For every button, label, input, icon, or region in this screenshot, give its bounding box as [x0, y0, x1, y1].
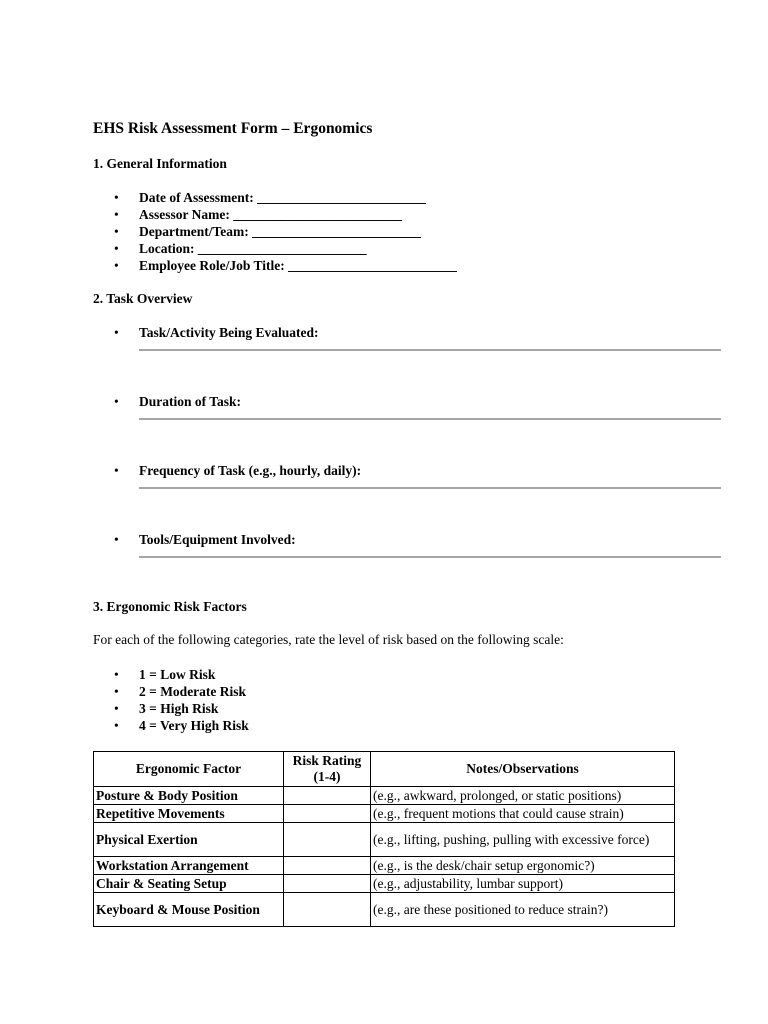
- factor-cell: Posture & Body Position: [94, 787, 284, 805]
- risk-rating-cell[interactable]: [284, 875, 371, 893]
- section-heading-ergonomic-risk-factors: 3. Ergonomic Risk Factors: [93, 599, 247, 614]
- duration-answer-line[interactable]: [139, 418, 721, 420]
- task-activity-item: [93, 324, 721, 341]
- factor-cell: Keyboard & Mouse Position: [94, 893, 284, 927]
- department-team-field[interactable]: • Department/Team: _________________________: [93, 223, 457, 240]
- notes-cell[interactable]: (e.g., frequent motions that could cause strain): [371, 805, 675, 823]
- table-row: [94, 893, 675, 927]
- frequency-answer-line[interactable]: [139, 487, 721, 489]
- scale-item: • 2 = Moderate Risk: [93, 683, 249, 700]
- assessor-name-field[interactable]: • Assessor Name: _________________________: [93, 206, 457, 223]
- table-row: [94, 805, 675, 823]
- factor-cell: Repetitive Movements: [94, 805, 284, 823]
- factor-cell: Workstation Arrangement: [94, 857, 284, 875]
- scale-item: • 3 = High Risk: [93, 700, 249, 717]
- notes-cell[interactable]: (e.g., adjustability, lumbar support): [371, 875, 675, 893]
- risk-rating-cell[interactable]: [284, 857, 371, 875]
- rating-instructions: For each of the following categories, rate the level of risk based on the following scale:: [93, 632, 564, 647]
- risk-rating-cell[interactable]: [284, 787, 371, 805]
- task-activity-label: • Task/Activity Being Evaluated:: [93, 324, 721, 341]
- duration-label: • Duration of Task:: [93, 393, 721, 410]
- notes-cell[interactable]: (e.g., awkward, prolonged, or static positions): [371, 787, 675, 805]
- notes-cell[interactable]: (e.g., is the desk/chair setup ergonomic?): [371, 857, 675, 875]
- tools-equipment-label: • Tools/Equipment Involved:: [93, 531, 721, 548]
- location-field[interactable]: • Location: _________________________: [93, 240, 457, 257]
- table-row: [94, 823, 675, 857]
- factor-cell: Physical Exertion: [94, 823, 284, 857]
- employee-role-field[interactable]: • Employee Role/Job Title: _________________________: [93, 257, 457, 274]
- table-row: [94, 787, 675, 805]
- notes-cell[interactable]: (e.g., lifting, pushing, pulling with excessive force): [371, 823, 675, 857]
- risk-rating-cell[interactable]: [284, 823, 371, 857]
- frequency-label: • Frequency of Task (e.g., hourly, daily):: [93, 462, 721, 479]
- scale-item: • 4 = Very High Risk: [93, 717, 249, 734]
- table-row: [94, 875, 675, 893]
- general-information-list: [93, 189, 457, 274]
- column-header-notes: Notes/Observations: [371, 752, 675, 787]
- tools-equipment-answer-line[interactable]: [139, 556, 721, 558]
- column-header-factor: Ergonomic Factor: [94, 752, 284, 787]
- risk-rating-cell[interactable]: [284, 893, 371, 927]
- form-title: EHS Risk Assessment Form – Ergonomics: [93, 120, 373, 137]
- table-header-row: [94, 752, 675, 787]
- duration-item: [93, 393, 721, 410]
- task-activity-answer-line[interactable]: [139, 349, 721, 351]
- scale-item: • 1 = Low Risk: [93, 666, 249, 683]
- section-heading-general-information: 1. General Information: [93, 156, 227, 171]
- date-of-assessment-field[interactable]: • Date of Assessment: _________________________: [93, 189, 457, 206]
- section-heading-task-overview: 2. Task Overview: [93, 291, 193, 306]
- notes-cell[interactable]: (e.g., are these positioned to reduce strain?): [371, 893, 675, 927]
- table-row: [94, 857, 675, 875]
- risk-scale-list: [93, 666, 249, 734]
- ergonomic-risk-table: [93, 751, 675, 927]
- column-header-risk-rating: Risk Rating (1-4): [284, 752, 371, 787]
- tools-equipment-item: [93, 531, 721, 548]
- frequency-item: [93, 462, 721, 479]
- factor-cell: Chair & Seating Setup: [94, 875, 284, 893]
- risk-rating-cell[interactable]: [284, 805, 371, 823]
